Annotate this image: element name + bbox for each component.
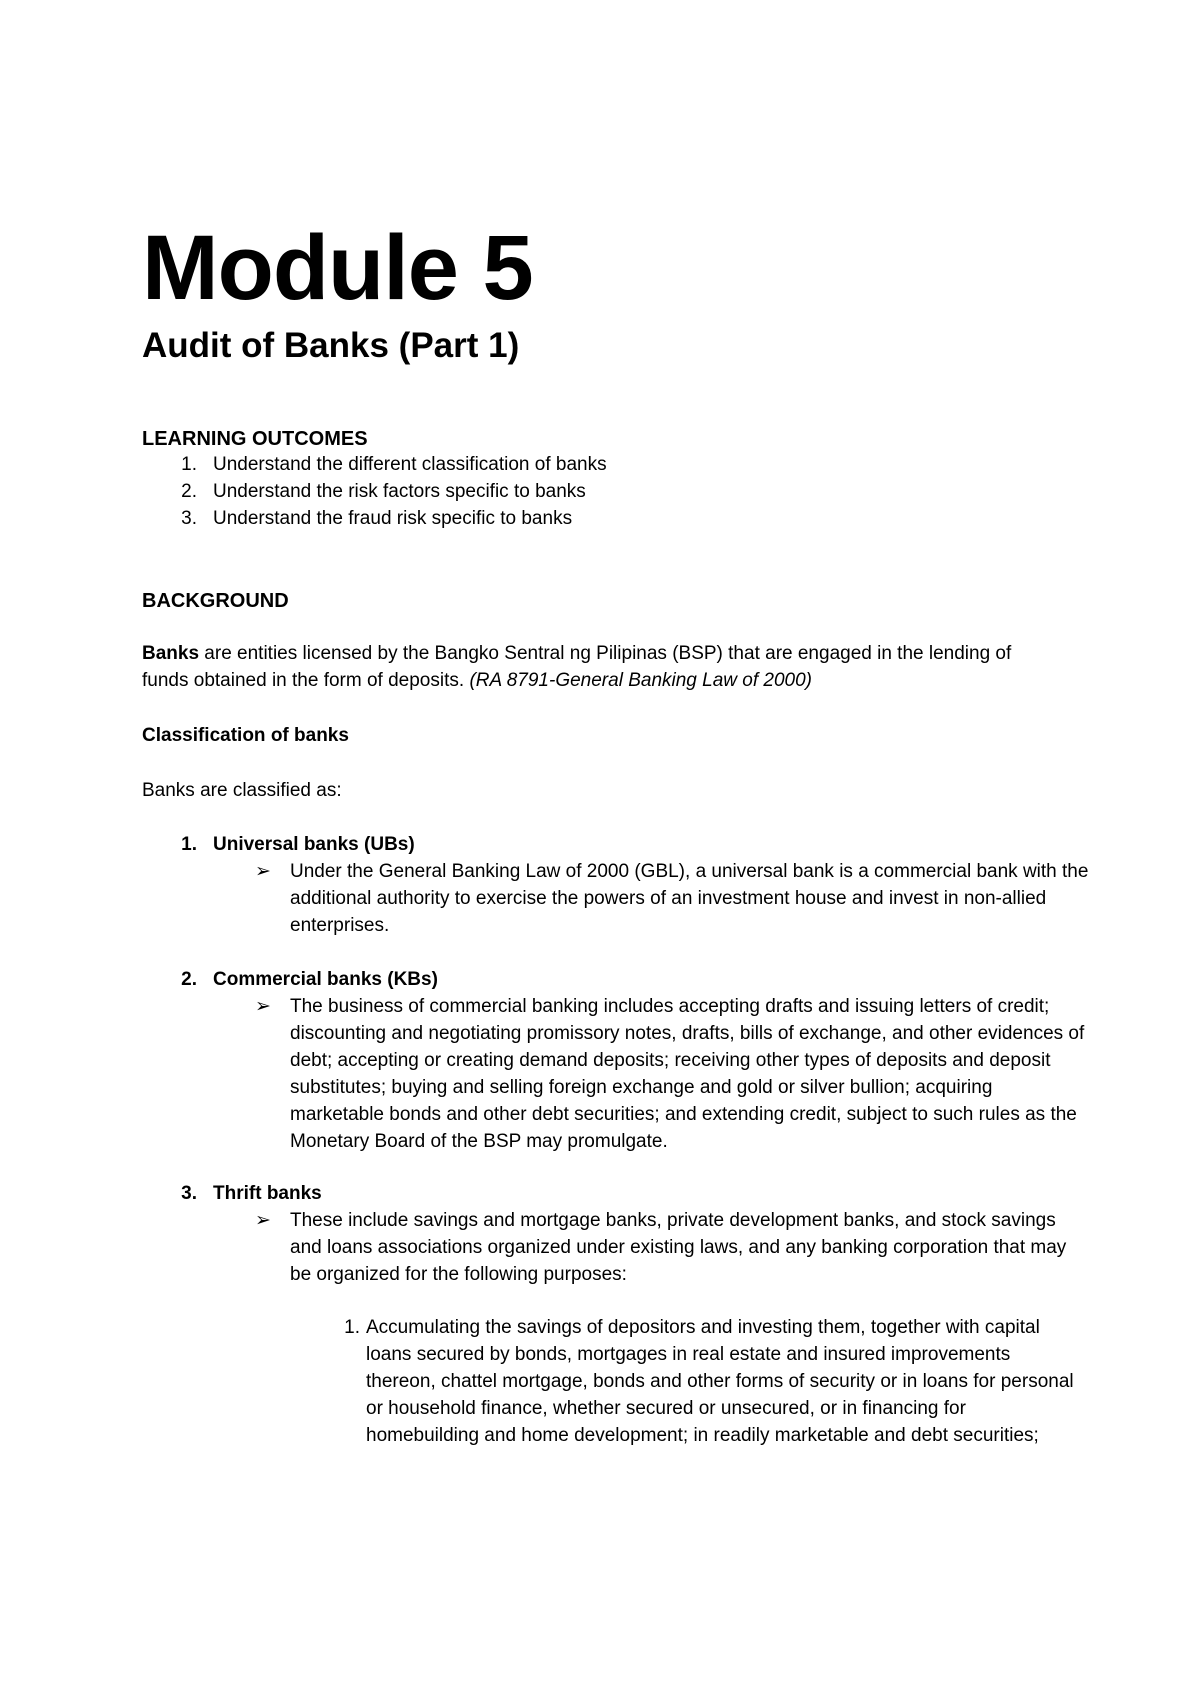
bullet-text: These include savings and mortgage banks, private development banks, and stock savings and loans associations organized under existing laws, and any banking corporation that may be organized for the following purposes:	[290, 1210, 1067, 1285]
bullet-item	[142, 858, 1089, 939]
bank-type-name: Universal banks (UBs)	[213, 834, 415, 855]
background-heading: BACKGROUND	[142, 590, 289, 612]
bank-type-number: 1.	[181, 834, 197, 855]
list-item-number: 1.	[181, 454, 197, 475]
bank-type-number: 3.	[181, 1183, 197, 1204]
classification-intro: Banks are classified as:	[142, 780, 342, 801]
list-item-number: 1.	[344, 1317, 360, 1338]
bullet-item	[142, 1207, 1082, 1288]
list-item-number: 3.	[181, 508, 197, 529]
bank-type-number: 2.	[181, 969, 197, 990]
bullet-text: The business of commercial banking includes accepting drafts and issuing letters of credit; discounting and negotiating promissory notes, drafts, bills of exchange, and other evidences of debt; accepting or creating demand deposits; receiving other types of deposits and deposit substitutes; buying and selling foreign exchange and gold or silver bullion; acquiring marketable bonds and other debt securities; and extending credit, subject to such rules as the Monetary Board of the BSP may promulgate.	[290, 996, 1085, 1152]
bank-type-universal	[142, 831, 1089, 939]
module-subtitle: Audit of Banks (Part 1)	[142, 326, 520, 365]
list-item-text: Accumulating the savings of depositors and investing them, together with capital loans secured by bonds, mortgages in real estate and insured improvements thereon, chattel mortgage, bonds and other forms of security or in loans for personal or household finance, whether secured or unsecured, or in financing for homebuilding and home development; in readily marketable and debt securities;	[366, 1317, 1074, 1446]
definition-citation: (RA 8791-General Banking Law of 2000)	[469, 670, 812, 691]
bank-type-title	[142, 831, 1082, 858]
definition-term: Banks	[142, 643, 200, 664]
bank-type-title	[142, 1180, 1082, 1207]
classification-heading: Classification of banks	[142, 725, 349, 746]
module-title: Module 5	[142, 217, 533, 319]
learning-outcomes-heading: LEARNING OUTCOMES	[142, 428, 368, 450]
bank-type-title	[142, 966, 1082, 993]
bullet-item	[142, 993, 1085, 1155]
list-item	[142, 1314, 1082, 1449]
arrow-bullet-icon: ➢	[255, 996, 271, 1017]
bank-type-name: Commercial banks (KBs)	[213, 969, 438, 990]
definition-text: are entities licensed by the Bangko Sentral ng Pilipinas (BSP) that are engaged in the lending of funds obtained in the form of deposits.	[142, 643, 1012, 691]
arrow-bullet-icon: ➢	[255, 861, 271, 882]
banks-definition	[142, 640, 1062, 694]
list-item-text: Understand the different classification of banks	[213, 454, 607, 475]
bullet-text: Under the General Banking Law of 2000 (GBL), a universal bank is a commercial bank with the additional authority to exercise the powers of an investment house and invest in non-allied enterprises.	[290, 861, 1089, 936]
arrow-bullet-icon: ➢	[255, 1210, 271, 1231]
bank-type-commercial	[142, 966, 1085, 1155]
bank-type-name: Thrift banks	[213, 1183, 322, 1204]
thrift-purposes-list	[142, 1314, 1082, 1449]
list-item-text: Understand the fraud risk specific to banks	[213, 508, 573, 529]
list-item-number: 2.	[181, 481, 197, 502]
bank-type-thrift	[142, 1180, 1082, 1288]
list-item-text: Understand the risk factors specific to banks	[213, 481, 586, 502]
